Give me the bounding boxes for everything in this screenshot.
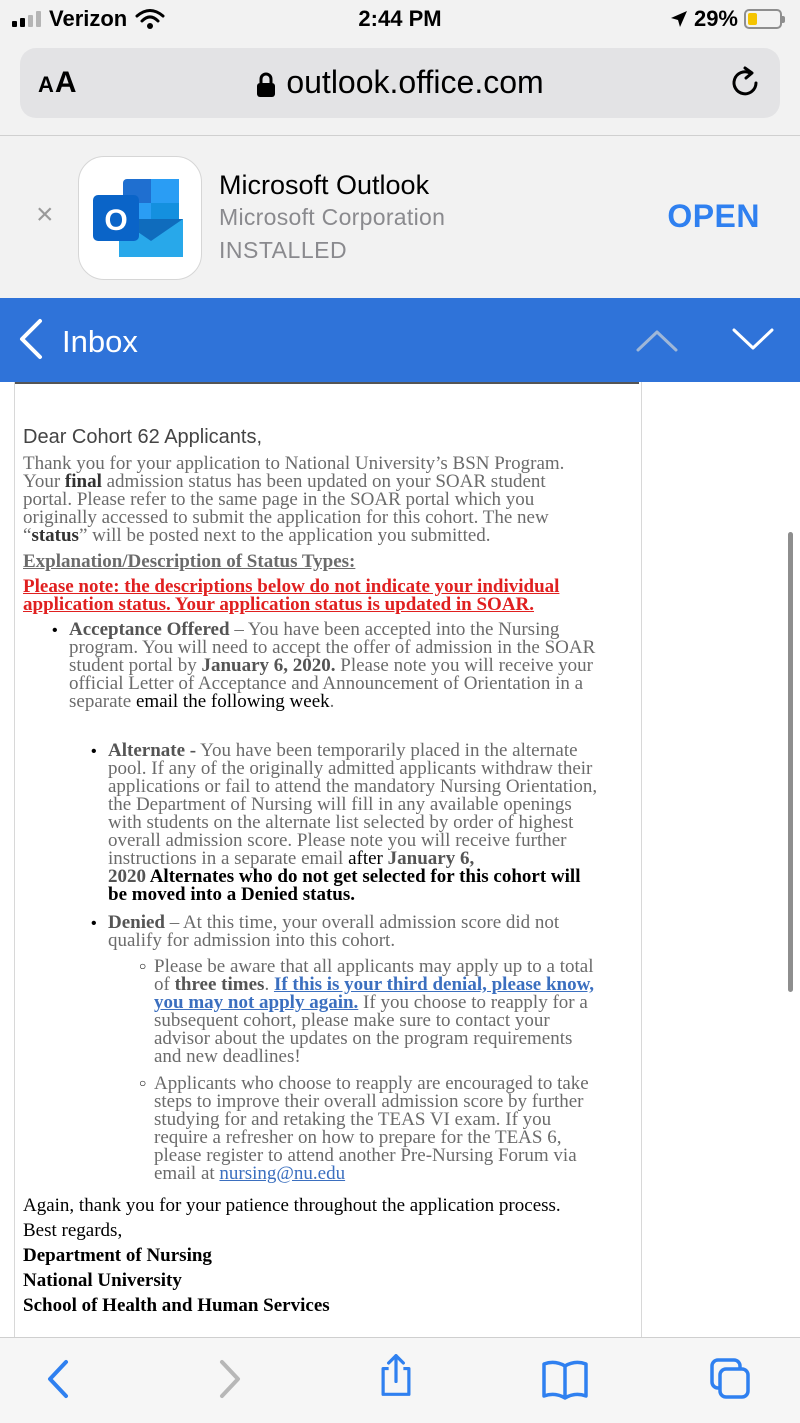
- bullet-dot: •: [52, 622, 58, 639]
- signature-line: National University: [23, 1270, 182, 1291]
- frame-divider: [14, 382, 15, 1337]
- smart-app-banner: [0, 136, 800, 298]
- sub-bullet: ○: [139, 959, 147, 973]
- alternate-line: applications or fail to attend the mandatory Nursing Orientation,: [108, 776, 598, 797]
- outlook-logo-icon: [79, 157, 203, 281]
- note-line: application status. Your application status is updated in SOAR.: [23, 594, 535, 615]
- alternate-line: 2020 Alternates who do not get selected for this cohort will: [108, 866, 581, 887]
- browser-address-area: [0, 40, 800, 136]
- alternate-line: overall admission score. Please note you will receive further: [108, 830, 567, 851]
- denied-sub-line: subsequent cohort, please make sure to contact your: [154, 1010, 550, 1031]
- denied-sub-line: require a refresher on how to prepare for the TEAS 6,: [154, 1127, 562, 1148]
- greeting: Dear Cohort 62 Applicants,: [23, 426, 263, 448]
- intro-line: Thank you for your application to National University’s BSN Program.: [23, 453, 565, 474]
- status-bar: [0, 0, 800, 40]
- url-text: outlook.office.com: [286, 64, 544, 100]
- signature-line: Department of Nursing: [23, 1245, 212, 1266]
- nursing-email-link[interactable]: nursing@nu.edu: [219, 1163, 346, 1184]
- acceptance-line: program. You will need to accept the offer of admission in the SOAR: [69, 637, 596, 658]
- third-denial-link[interactable]: If this is your third denial, please know,: [273, 974, 595, 995]
- lock-icon: [256, 72, 276, 98]
- alternate-line: pool. If any of the originally admitted applicants withdraw their: [108, 758, 593, 779]
- third-denial-link[interactable]: you may not apply again.: [154, 992, 359, 1013]
- url-display[interactable]: [20, 64, 780, 101]
- denied-sub-line: advisor about the updates on the program requirements: [154, 1028, 573, 1049]
- denied-sub-line: studying for and retaking the TEAS VI exam. If you: [154, 1109, 552, 1130]
- denied-sub-line: you may not apply again. If you choose to reapply for a: [154, 992, 588, 1013]
- denied-sub-line: Please be aware that all applicants may apply up to a total: [154, 956, 594, 977]
- explanation-heading: Explanation/Description of Status Types:: [23, 551, 356, 572]
- note-line: Please note: the descriptions below do not indicate your individual: [23, 576, 560, 597]
- back-icon[interactable]: [38, 1356, 82, 1402]
- intro-line: originally accessed to submit the application for this cohort. The new: [23, 507, 549, 528]
- closing-thanks: Again, thank you for your patience throughout the application process.: [23, 1195, 561, 1216]
- message-body: [0, 382, 800, 1337]
- battery-percent: 29%: [693, 6, 738, 31]
- text-size-button[interactable]: AA: [38, 66, 78, 99]
- open-app-button[interactable]: OPEN: [667, 198, 760, 234]
- denied-sub-line: Applicants who choose to reapply are encouraged to take: [154, 1073, 589, 1094]
- alternate-line: with students on the alternate list selected by order of highest: [108, 812, 574, 833]
- close-icon[interactable]: ×: [36, 198, 54, 231]
- outlook-app-icon: [78, 156, 202, 280]
- acceptance-line: Acceptance Offered – You have been accepted into the Nursing: [69, 619, 560, 640]
- inbox-back-link[interactable]: Inbox: [62, 324, 138, 359]
- alternate-line: be moved into a Denied status.: [108, 884, 356, 905]
- acceptance-line: official Letter of Acceptance and Announcement of Orientation in a: [69, 673, 584, 694]
- previous-message-icon[interactable]: [636, 328, 678, 352]
- next-message-icon[interactable]: [732, 328, 774, 352]
- intro-line: Your final admission status has been updated on your SOAR student: [23, 471, 546, 492]
- location-arrow-icon: [670, 10, 688, 28]
- denied-sub-line: of three times. If this is your third denial, please know,: [154, 974, 595, 995]
- carrier-name: Verizon: [49, 6, 128, 31]
- app-name: Microsoft Outlook: [219, 170, 430, 200]
- sub-bullet: ○: [139, 1076, 147, 1090]
- alternate-line: the Department of Nursing will fill in any available openings: [108, 794, 572, 815]
- battery-level: [748, 13, 757, 25]
- bullet-dot: •: [91, 915, 97, 932]
- tabs-icon[interactable]: [708, 1356, 752, 1402]
- acceptance-line: student portal by January 6, 2020. Please note you will receive your: [69, 655, 594, 676]
- bookmarks-icon[interactable]: [540, 1356, 590, 1402]
- status-right: [670, 6, 782, 32]
- browser-toolbar: [0, 1337, 800, 1423]
- mail-header: [0, 298, 800, 382]
- closing-regards: Best regards,: [23, 1220, 123, 1241]
- denied-sub-line: and new deadlines!: [154, 1046, 301, 1067]
- intro-line: portal. Please refer to the same page in the SOAR portal which you: [23, 489, 535, 510]
- alternate-line: instructions in a separate email after January 6,: [108, 848, 475, 869]
- denied-sub-line: please register to attend another Pre-Nursing Forum via: [154, 1145, 577, 1166]
- frame-divider: [641, 382, 642, 1337]
- app-install-status: INSTALLED: [219, 237, 348, 263]
- app-company: Microsoft Corporation: [219, 204, 446, 230]
- alternate-line: Alternate - You have been temporarily placed in the alternate: [108, 740, 578, 761]
- forward-icon[interactable]: [206, 1356, 250, 1402]
- address-bar[interactable]: [20, 48, 780, 118]
- bullet-dot: •: [91, 743, 97, 760]
- battery-icon: [744, 9, 782, 29]
- intro-line: “status” will be posted next to the application you submitted.: [23, 525, 491, 546]
- back-chevron-icon[interactable]: [18, 318, 44, 360]
- frame-divider: [15, 382, 639, 384]
- acceptance-line: separate email the following week.: [69, 691, 335, 712]
- reload-icon[interactable]: [726, 64, 764, 102]
- share-icon[interactable]: [374, 1352, 418, 1398]
- outlook-logo-letter: O: [104, 204, 128, 237]
- scrollbar[interactable]: [788, 532, 793, 992]
- clock: 2:44 PM: [358, 6, 442, 31]
- denied-line: Denied – At this time, your overall admission score did not: [108, 912, 560, 933]
- denied-sub-line: steps to improve their overall admission score by further: [154, 1091, 584, 1112]
- denied-sub-line: email at nursing@nu.edu: [154, 1163, 346, 1184]
- signature-line: School of Health and Human Services: [23, 1295, 330, 1316]
- denied-line: qualify for admission into this cohort.: [108, 930, 396, 951]
